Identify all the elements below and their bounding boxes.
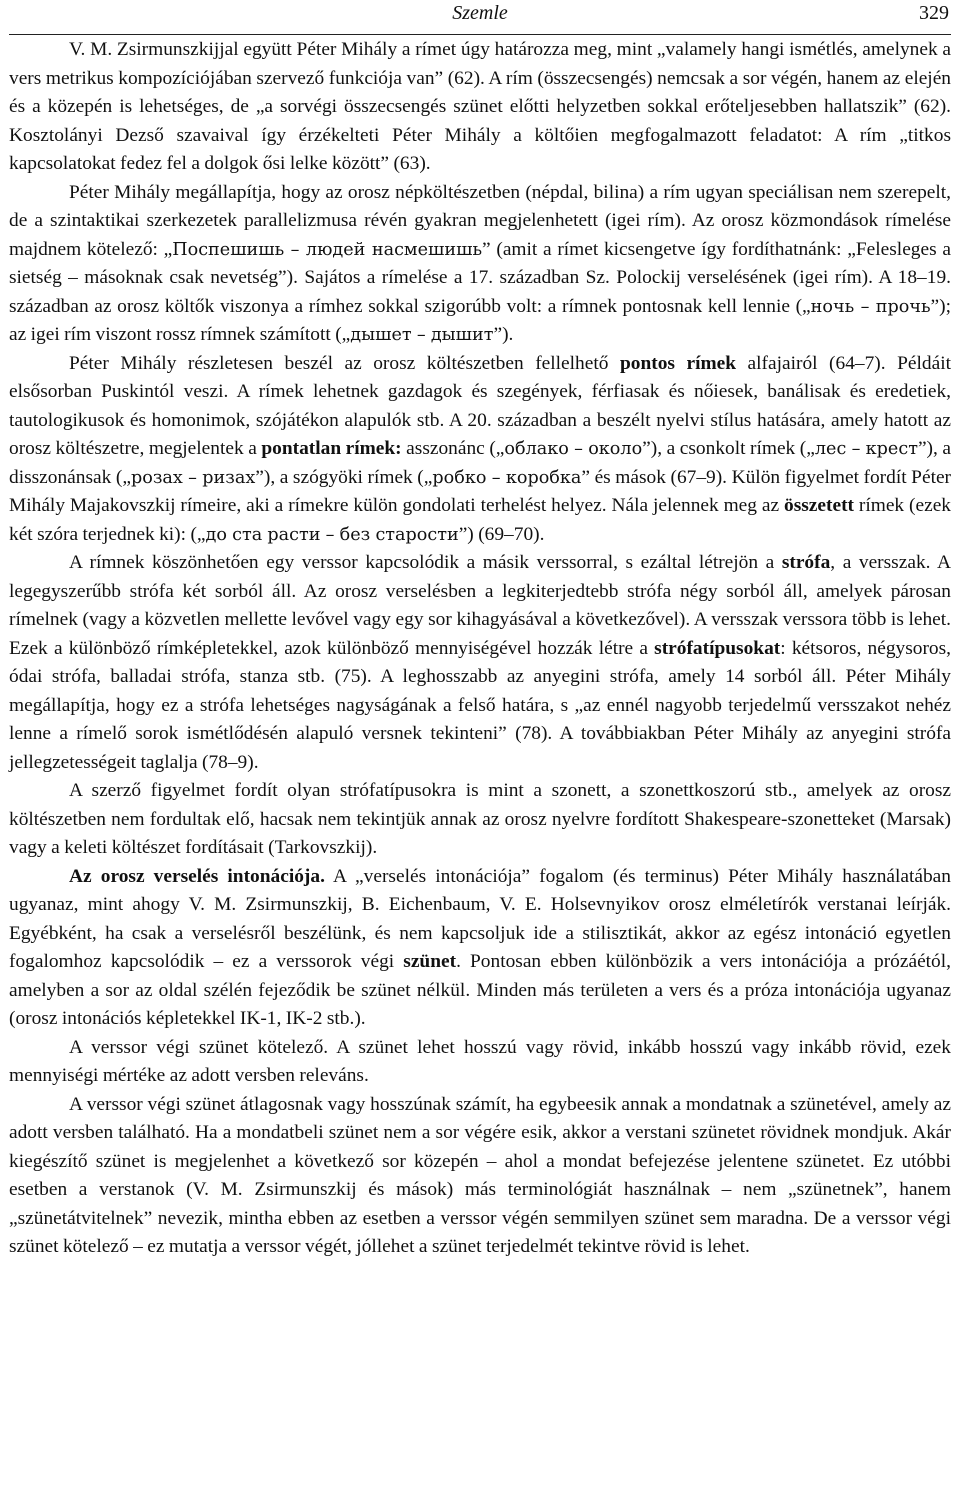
paragraph <box>9 777 951 863</box>
page-number: 329 <box>919 2 949 24</box>
text-run: ”), a csonkolt rímek („ <box>642 438 815 459</box>
text-run: A szerző figyelmet fordít olyan strófatípusokra is mint a szonett, a szonettkoszorú stb., amelyek az orosz költészetben nem fordultak elő, hacsak nem tekintjük annak az orosz nyelvre fordított Shakespeare-szonetteket (Marsak) vagy a keleti költészet fordításait (Tarkovszkij). <box>9 780 951 858</box>
russian-quote: дышет – дышит <box>350 325 494 345</box>
bold-term: pontos rímek <box>619 352 737 374</box>
text-run: ”). <box>493 324 514 345</box>
text-run: A verssor végi szünet átlagosnak vagy hosszúnak számít, ha egybeesik annak a mondatnak a szünetével, amely az adott versben található. Ha a mondatbeli szünet nem a sor végére esik, akkor a verstani szünetet rövidnek mondjuk. Akár kiegészítő szünet is megjelenhet a következő sor közepén – ahol a mondat befejezése jelentene szünetet. Ez utóbbi esetben a verstanok (V. M. Zsirmunszkij és mások) más terminológiát használnak – nem „szünetnek”, hanem „szünetátvitelnek” nevezik, mintha ebben az esetben a verssor végén semmilyen szünet sem maradna. De a verssor végi szünet kötelező – ez mutatja a verssor végét, jóllehet a szünet terjedelmét tekintve rövid is lehet. <box>9 1093 951 1257</box>
russian-quote: лес – крест <box>814 439 918 459</box>
journal-section-title: Szemle <box>452 2 508 24</box>
article-body <box>9 36 951 1262</box>
text-run: , a versszak. A legegyszerűbb strófa két sorból áll. Az orosz verselésben a legkiterjedtebb strófa négy sorból áll, amelyek párosan rímelnek (vagy a közvetlen mellette levővel vagy egy sor kihagyásával a következővel). A versszak verssora több is lehet. Ezek a különböző rímképletekkel, azok különböző mennyiségével hozzák létre a <box>9 552 951 659</box>
text-run: asszonánc („ <box>401 438 505 459</box>
bold-term: Az orosz verselés intonációja. <box>69 865 325 887</box>
text-run: V. M. Zsirmunszkijjal együtt Péter Mihály a rímet úgy határozza meg, mint „valamely hangi ismétlés, amelynek a vers metrikus kompozíciójában szervező funkciója van” (62). A rím (összecsengés) nemcsak a sor végén, hanem az elején és a közepén is lehetséges, de „a sorvégi összecsengés szünet előtti helyzetben sokkal erőteljesebben hallatszik” (62). Kosztolányi Dezső szavaival így érzékelteti Péter Mihály a költőien megfogalmazott feladatot: A rím „titkos kapcsolatokat fedez fel a dolgok ősi lelke között” (63). <box>9 39 951 174</box>
text-run: ” (amit a rímet kicsengetve így fordíthatnánk: „Felesleges a sietség – másoknak csak nevetség”). Sajátos a rímelése a 17. században Sz. Polockij verselésének (igei rím). A 18–19. században az orosz költők viszonya a rímhez sokkal szigorúbb volt: a rímnek pontosnak kell lennie („ <box>9 238 951 317</box>
paragraph <box>9 863 951 1034</box>
running-header <box>9 0 951 35</box>
text-run: ” és mások (67–9). Külön figyelmet fordít Péter Mihály Majakovszkij rímeire, aki a rímekre külön gondolati terhelést helyez. Nála jelennek meg az <box>9 466 952 516</box>
paragraph <box>9 350 951 550</box>
russian-quote: облако – около <box>504 439 643 459</box>
text-run: Péter Mihály részletesen beszél az orosz költészetben fellelhető <box>69 352 620 374</box>
bold-term: összetett <box>784 495 854 516</box>
text-run: . Pontosan ebben különbözik a vers intonációja a prózáétól, amelyben a sor az oldal szélén fejeződik be szünet nélkül. Minden más területen a vers és a próza intonációja ugyanaz (orosz intonációs képletekkel IK-1, IK-2 stb.). <box>9 951 951 1029</box>
russian-quote: ночь – прочь <box>810 296 931 317</box>
text-run: : kétsoros, négysoros, ódai strófa, balladai strófa, stanza stb. (75). A leghosszabb az anyegini strófa, amely 14 sorból áll. Péter Mihály megállapítja, hogy ez a strófa lehetséges nagyságának a felső határa, s „az ennél nagyobb terjedelmű versszakot nehéz lenne a rímelő sorok ismétlődésén alapuló versnek tekinteni” (78). A továbbiakban Péter Mihály az anyegini strófa jellegzetességeit taglalja (78–9). <box>9 637 951 773</box>
bold-term: pontatlan rímek: <box>261 438 402 459</box>
bold-term: strófatípusokat <box>654 637 781 659</box>
text-run: Péter Mihály megállapítja, hogy az orosz népköltészetben (népdal, bilina) a rím ugyan speciálisan nem szerepelt, de a szintaktikai szerkezetek parallelizmusa révén gyakran megjelenhetett (igei rím). Az orosz közmondások rímelése majdnem kötelező: „ <box>9 181 951 260</box>
bold-term: szünet <box>403 951 457 972</box>
text-run: A verssor végi szünet kötelező. A szünet lehet hosszú vagy rövid, inkább hosszú vagy inkább rövid, ezek mennyiségi mértéke az adott versben releváns. <box>9 1036 951 1086</box>
text-run: rímek (ezek két szóra terjednek ki): („ <box>9 495 952 545</box>
paragraph <box>9 549 951 777</box>
russian-quote: робко – коробка <box>432 467 582 488</box>
paragraph <box>9 36 951 179</box>
paragraph <box>9 1034 951 1091</box>
text-run: ”) (69–70). <box>458 523 545 545</box>
bold-term: strófa <box>781 552 831 573</box>
russian-quote: розах – ризах <box>130 467 256 488</box>
russian-quote: Поспешишь – людей насмешишь <box>172 239 483 260</box>
paragraph <box>9 1091 951 1262</box>
text-run: ”), a szógyöki rímek („ <box>255 466 433 488</box>
text-run: A „verselés intonációja” fogalom (és terminus) Péter Mihály használatában ugyanaz, mint ahogy V. M. Zsirmunszkij, B. Eichenbaum, V. E. Holsevnyikov orosz elméletírók verstanai leírják. Egyébként, ha csak a verselésről beszélünk, és nem kapcsoljuk ide a stilisztikát, akkor az egész intonáció egyetlen fogalomhoz kapcsolódik – ez a verssorok végi <box>9 865 951 972</box>
text-run: ”); az igei rím viszont rossz rímnek számított („ <box>9 295 951 345</box>
text-run: alfajairól (64–7). Példáit elsősorban Puskintól veszi. A rímek lehetnek gazdagok és szegények, férfiasak és nőiesek, banálisak és eredetiek, tautologikusok és homonimok, szójátékon alapulók stb. A 20. században a beszélt nyelvi stílus hatására, amely hatott az orosz költészetre, megjelentek a <box>9 352 951 459</box>
russian-quote: до ста расти – без старости <box>205 524 459 545</box>
text-run: A rímnek köszönhetően egy verssor kapcsolódik a másik verssorral, s ezáltal létrejön a <box>69 552 782 573</box>
paragraph <box>9 179 951 350</box>
text-run: ”), a disszonánsak („ <box>9 438 951 488</box>
